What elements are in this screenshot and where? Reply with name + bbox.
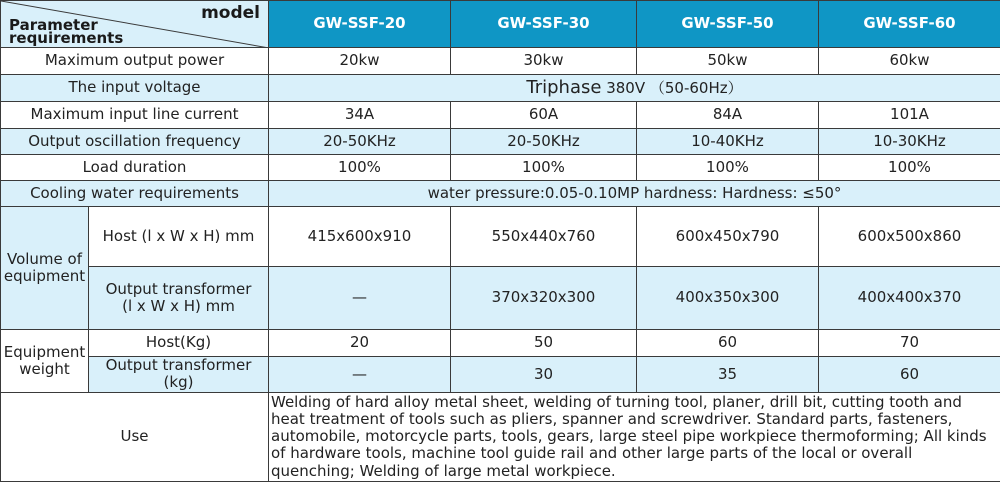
model-header-3: GW-SSF-50 [637,1,819,48]
row-label: The input voltage [1,75,269,102]
model-header-2: GW-SSF-30 [451,1,637,48]
row-input-voltage [1,75,1000,102]
cell-value: 35 [637,357,819,393]
cell-value: 415x600x910 [269,207,451,267]
header-corner-cell [1,1,269,48]
cell-value: 60 [819,357,1000,393]
volume-group-label: Volume of equipment [1,207,89,330]
cell-value: 550x440x760 [451,207,637,267]
cell-value: 20-50KHz [269,129,451,155]
row-label: Output transformer (l x W x H) mm [89,267,269,330]
weight-group-label: Equipment weight [1,330,89,393]
row-label: Maximum input line current [1,102,269,129]
row-label: Cooling water requirements [1,181,269,207]
cell-value: — [269,357,451,393]
row-osc-frequency [1,129,1000,155]
row-cooling-water [1,181,1000,207]
row-weight-host [1,330,1000,357]
cell-value: 34A [269,102,451,129]
cell-value: 400x400x370 [819,267,1000,330]
cell-value: 84A [637,102,819,129]
row-weight-transformer [1,357,1000,393]
cell-value: 60 [637,330,819,357]
cell-value: 370x320x300 [451,267,637,330]
cell-value: 101A [819,102,1000,129]
row-load-duration [1,155,1000,181]
header-row [1,1,1000,48]
cell-value: 600x450x790 [637,207,819,267]
cell-value: 10-40KHz [637,129,819,155]
row-max-input-current [1,102,1000,129]
row-label: Output transformer (kg) [89,357,269,393]
row-label: Host(Kg) [89,330,269,357]
row-label: Output oscillation frequency [1,129,269,155]
cell-value: 70 [819,330,1000,357]
cell-value: 10-30KHz [819,129,1000,155]
cell-value: 30kw [451,48,637,75]
row-volume-transformer [1,267,1000,330]
row-label: Load duration [1,155,269,181]
cell-value: — [269,267,451,330]
cell-value: 100% [637,155,819,181]
cell-value: 20 [269,330,451,357]
row-max-output-power [1,48,1000,75]
cell-value: 50kw [637,48,819,75]
row-label: Maximum output power [1,48,269,75]
cell-value: 20kw [269,48,451,75]
cell-value: 100% [269,155,451,181]
corner-model-label: model [201,3,260,23]
row-use [1,392,1000,481]
input-voltage-value: Triphase 380V （50-60Hz） [269,75,1000,102]
corner-param-label: Parameter requirements [9,16,124,47]
cell-value: 60A [451,102,637,129]
cell-value: 20-50KHz [451,129,637,155]
use-text: Welding of hard alloy metal sheet, welding of turning tool, planer, drill bit, cutting tooth and heat treatment of tools such as pliers, spanner and screwdriver. Standard parts, fasteners, automobile, motorcycle parts, tools, gears, large steel pipe workpiece thermoforming; All kinds of hardware tools, machine tool guide rail and other large parts of the local or overall quenching; Welding of large metal workpiece. [269,392,1000,481]
cell-value: 50 [451,330,637,357]
model-header-4: GW-SSF-60 [819,1,1000,48]
cell-value: 400x350x300 [637,267,819,330]
row-label: Host (l x W x H) mm [89,207,269,267]
use-label: Use [1,392,269,481]
row-volume-host [1,207,1000,267]
cell-value: 60kw [819,48,1000,75]
cell-value: 100% [451,155,637,181]
cell-value: 30 [451,357,637,393]
cooling-value: water pressure:0.05-0.10MP hardness: Hardness: ≤50° [269,181,1000,207]
cell-value: 600x500x860 [819,207,1000,267]
model-header-1: GW-SSF-20 [269,1,451,48]
cell-value: 100% [819,155,1000,181]
